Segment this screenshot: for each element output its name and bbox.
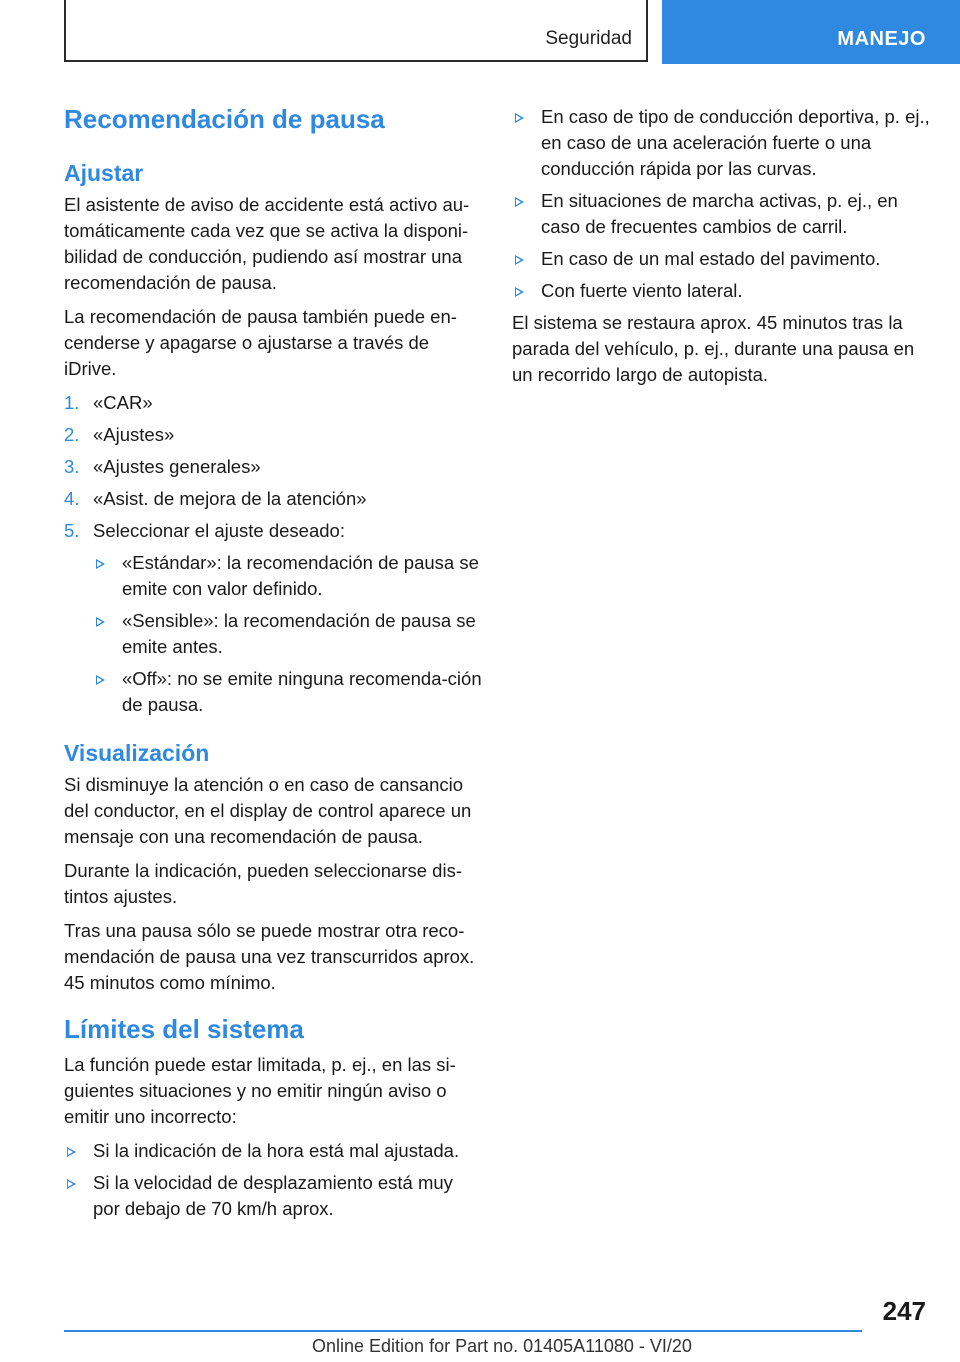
step-text: «Asist. de mejora de la atención» [93,488,367,509]
right-column [512,104,932,396]
paragraph: El sistema se restaura aprox. 45 minutos tras la parada del vehículo, p. ej., durante una pausa en un recorrido largo de autopista. [512,312,915,385]
limits-list-continued [512,104,932,304]
heading-limites: Límites del sistema [64,1014,304,1044]
limits-list [64,1138,484,1222]
step-text: «Ajustes» [93,424,175,445]
list-item: Si la velocidad de desplazamiento está muy por debajo de 70 km/h aprox. [64,1170,484,1222]
chapter-tab[interactable] [662,0,960,64]
list-item: Si la indicación de la hora está mal ajustada. [64,1138,484,1164]
step-number: 4. [64,488,80,509]
list-item: «Estándar»: la recomendación de pausa se emite con valor definido. [93,550,484,602]
step-text: Seleccionar el ajuste deseado: [93,520,345,541]
step-number: 2. [64,424,80,445]
footer-divider [64,1330,862,1332]
paragraph: La función puede estar limitada, p. ej., en las si-guientes situaciones y no emitir ningún aviso o emitir uno incorrecto: [64,1054,456,1127]
step-number: 3. [64,456,80,477]
step-number: 1. [64,392,80,413]
triangle-bullet-icon [96,559,105,569]
triangle-bullet-icon [515,255,524,265]
header-section-box [64,0,648,62]
list-item: «Sensible»: la recomendación de pausa se emite antes. [93,608,484,660]
steps-list [64,390,484,544]
heading-visualizacion: Visualización [64,740,210,766]
paragraph: Si disminuye la atención o en caso de cansancio del conductor, en el display de control aparece un mensaje con una recomendación de pausa. [64,774,472,847]
triangle-bullet-icon [515,113,524,123]
list-item [64,486,484,512]
list-item [64,422,484,448]
list-item: En caso de tipo de conducción deportiva, p. ej., en caso de una aceleración fuerte o una conducción rápida por las curvas. [512,104,932,182]
paragraph: La recomendación de pausa también puede en-cenderse y apagarse o ajustarse a través de iDrive. [64,306,457,379]
list-item: En caso de un mal estado del pavimento. [512,246,932,272]
header-section-label: Seguridad [545,28,632,49]
paragraph: Tras una pausa sólo se puede mostrar otra reco-mendación de pausa una vez transcurridos aprox. 45 minutos como mínimo. [64,920,475,993]
step-number: 5. [64,520,80,541]
list-item [64,390,484,416]
list-item [64,518,484,544]
triangle-bullet-icon [515,197,524,207]
paragraph: El asistente de aviso de accidente está activo au-tomáticamente cada vez que se activa la disponi-bilidad de conducción, pudiendo así mostrar una recomendación de pausa. [64,194,470,293]
triangle-bullet-icon [96,675,105,685]
step-text: «Ajustes generales» [93,456,261,477]
footer-edition: Online Edition for Part no. 01405A11080 - VI/20 [312,1336,692,1356]
list-item: «Off»: no se emite ninguna recomenda-ción de pausa. [93,666,484,718]
list-item [64,454,484,480]
triangle-bullet-icon [515,287,524,297]
list-item: Con fuerte viento lateral. [512,278,932,304]
heading-ajustar: Ajustar [64,160,144,186]
left-column [64,96,484,1228]
paragraph: Durante la indicación, pueden seleccionarse dis-tintos ajustes. [64,860,462,907]
list-item: En situaciones de marcha activas, p. ej., en caso de frecuentes cambios de carril. [512,188,932,240]
page-title: Recomendación de pausa [64,104,385,134]
triangle-bullet-icon [67,1147,76,1157]
triangle-bullet-icon [67,1179,76,1189]
options-list [93,550,484,718]
triangle-bullet-icon [96,617,105,627]
page-number: 247 [882,1296,926,1326]
chapter-tab-label: MANEJO [837,28,926,50]
step-text: «CAR» [93,392,153,413]
